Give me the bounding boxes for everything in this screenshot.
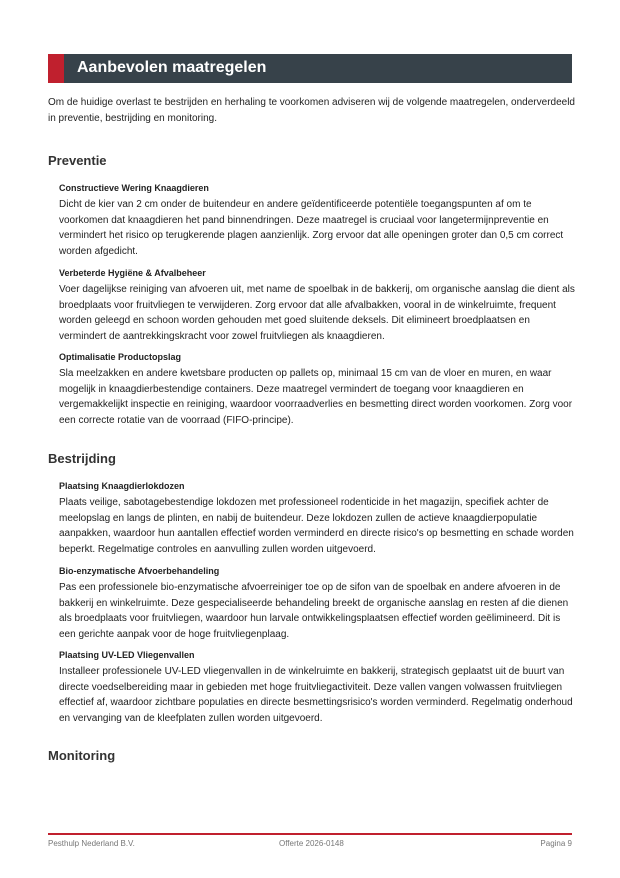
- page-title: Aanbevolen maatregelen: [77, 59, 267, 76]
- footer-reference: Offerte 2026-0148: [279, 839, 344, 848]
- section-header-bar: [48, 54, 572, 83]
- measure-item: [59, 565, 575, 642]
- measure-title: Plaatsing UV-LED Vliegenvallen: [59, 650, 195, 660]
- section-title-monitoring: Monitoring: [48, 748, 116, 763]
- measure-text: Dicht de kier van 2 cm onder de buitendeur en andere geïdentificeerde potentiële toegangspunten af om te voorkomen dat knaagdieren het pand binnendringen. Deze maatregel is cruciaal voor langetermijnpreventie en vermindert het risico op terugkerende plagen aanzienlijk. Zorg ervoor dat alle openingen groter dan 0,5 cm correct worden afgedicht.: [59, 199, 564, 257]
- measure-item: [59, 351, 575, 428]
- header-accent-stripe: [48, 54, 64, 83]
- intro-paragraph: Om de huidige overlast te bestrijden en herhaling te voorkomen adviseren wij de volgende maatregelen, onderverdeeld in preventie, bestrijding en monitoring.: [48, 97, 575, 124]
- measure-item: [59, 480, 575, 557]
- footer-page-number: Pagina 9: [540, 839, 572, 848]
- footer-company: Pesthulp Nederland B.V.: [48, 839, 135, 848]
- measure-item: [59, 649, 575, 726]
- section-title-bestrijding: Bestrijding: [48, 451, 116, 466]
- footer-divider: [48, 833, 572, 835]
- measure-text: Voer dagelijkse reiniging van afvoeren uit, met name de spoelbak in de bakkerij, om organische aanslag die dient als broedplaats voor fruitvliegen te verwijderen. Zorg ervoor dat alle afvalbakken, vooral in de winkelruimte, frequent worden geleegd en schoon worden gehouden met goed sluitende deksels. Dit elimineert broedplaatsen en vermindert de aantrekkingskracht voor zowel fruitvliegen als knaagdieren.: [59, 284, 575, 342]
- measure-item: [59, 267, 575, 344]
- section-title-preventie: Preventie: [48, 153, 107, 168]
- measure-text: Sla meelzakken en andere kwetsbare producten op pallets op, minimaal 15 cm van de vloer en muren, en waar mogelijk in knaagdierbestendige containers. Deze maatregel vermindert de toegang voor knaagdieren en vergemakkelijkt inspectie en reiniging, waardoor voorraadverlies en besmetting direct worden voorkomen. Zorg voor een correcte rotatie van de voorraad (FIFO-principe).: [59, 368, 573, 426]
- measure-title: Optimalisatie Productopslag: [59, 352, 182, 362]
- measure-text: Pas een professionele bio-enzymatische afvoerreiniger toe op de sifon van de spoelbak en andere afvoeren in de bakkerij en winkelruimte. Deze gespecialiseerde behandeling breekt de organische aanslag en resten af die dienen als broedplaats voor fruitvliegen, waardoor hun larvale ontwikkelingsplaatsen effectief worden geëlimineerd. Dit is een gerichte aanpak voor de hoge fruitvliegenplaag.: [59, 582, 569, 640]
- measure-item: [59, 182, 575, 259]
- measure-text: Plaats veilige, sabotagebestendige lokdozen met professioneel rodenticide in het magazijn, specifiek achter de meelopslag en langs de plinten, en nabij de buitendeur. Deze lokdozen zullen de actieve knaagdierpopulatie aanpakken, waardoor hun aantallen effectief worden verminderd en directe risico's op besmetting en schade worden beperkt. Regelmatige controles en aanvulling zullen worden uitgevoerd.: [59, 497, 574, 555]
- measure-title: Verbeterde Hygiëne & Afvalbeheer: [59, 268, 206, 278]
- measure-title: Plaatsing Knaagdierlokdozen: [59, 481, 185, 491]
- measure-text: Installeer professionele UV-LED vliegenvallen in de winkelruimte en bakkerij, strategisch geplaatst uit de buurt van directe voedselbereiding maar in gebieden met hoge fruitvliegactiviteit. Deze vallen vangen volwassen fruitvliegen effectief af, waardoor zichtbare populaties en directe besmettingsrisico's worden verminderd. Regelmatig onderhoud en vervanging van de kleefplaten zullen worden uitgevoerd.: [59, 666, 573, 724]
- measure-title: Constructieve Wering Knaagdieren: [59, 183, 209, 193]
- measure-title: Bio-enzymatische Afvoerbehandeling: [59, 566, 220, 576]
